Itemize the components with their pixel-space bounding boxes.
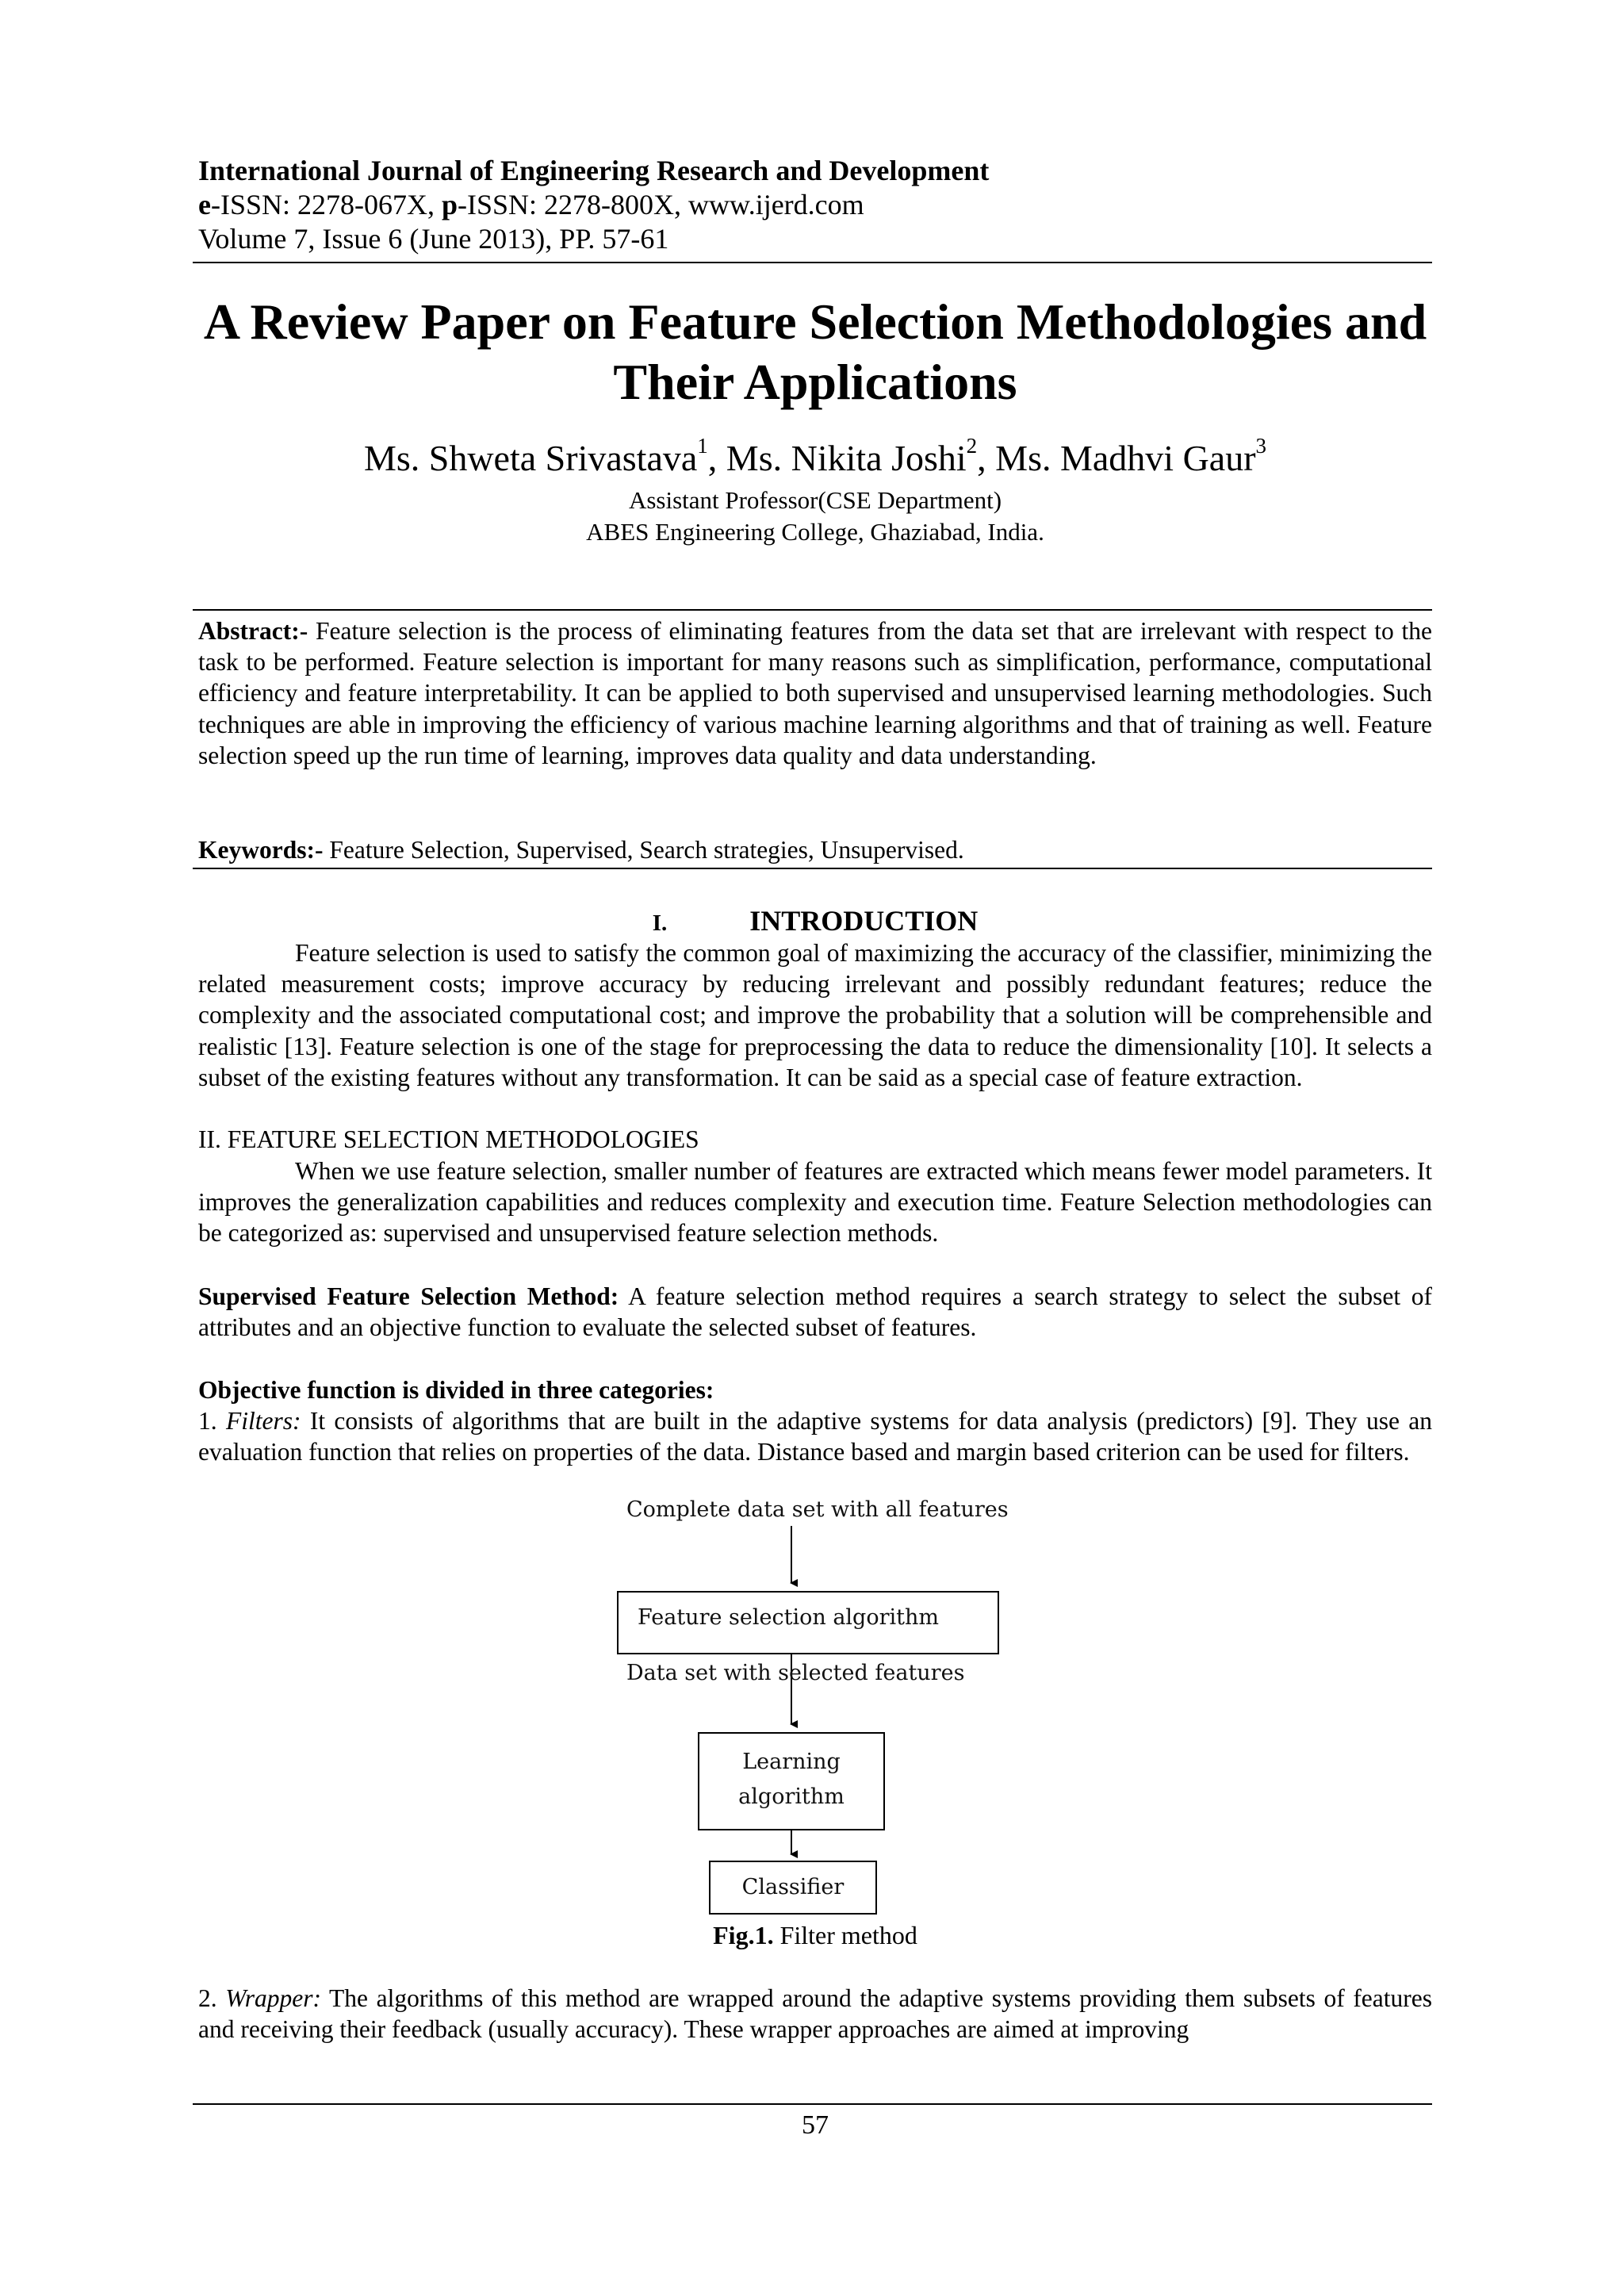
page-number: 57 bbox=[802, 2110, 829, 2140]
author-affil-mark: 1 bbox=[697, 434, 708, 458]
filters-paragraph bbox=[198, 1405, 1432, 1467]
title-line-2: Their Applications bbox=[613, 354, 1017, 410]
journal-header bbox=[198, 154, 1432, 256]
figure-caption bbox=[198, 1919, 1432, 1951]
feature-selection-label: Feature selection algorithm bbox=[638, 1605, 939, 1630]
wrapper-paragraph bbox=[198, 1983, 1432, 2045]
issn-line bbox=[198, 188, 1432, 222]
author-separator: , bbox=[707, 438, 726, 478]
author-affil-mark: 2 bbox=[966, 434, 978, 458]
affiliation bbox=[159, 485, 1472, 548]
filters-label: Filters: bbox=[225, 1407, 301, 1435]
abstract bbox=[198, 615, 1432, 771]
header-rule bbox=[193, 262, 1432, 263]
author-affil-mark: 3 bbox=[1255, 434, 1267, 458]
supervised-paragraph bbox=[198, 1281, 1432, 1343]
classifier-label: Classifier bbox=[741, 1875, 845, 1899]
wrapper-text: The algorithms of this method are wrapped around the adaptive systems providing them subsets of features and receiving their feedback (usually accuracy). These wrapper approaches are aimed at improving bbox=[198, 1984, 1432, 2044]
author-name: Ms. Madhvi Gaur bbox=[995, 438, 1256, 478]
learning-line-2: algorithm bbox=[738, 1784, 845, 1809]
author-name: Ms. Shweta Srivastava bbox=[363, 438, 698, 478]
intro-paragraph: Feature selection is used to satisfy the common goal of maximizing the accuracy of the classifier, minimizing the related measurement costs; improve accuracy by reducing irrelevant and possibly redundant features; reduce the complexity and the associated computational cost; and improve the probability that a solution will be comprehensible and realistic [13]. Feature selection is one of the stage for preprocessing the data to reduce the dimensionality [10]. It selects a subset of the existing features without any transformation. It can be said as a special case of feature extraction. bbox=[198, 939, 1432, 1091]
filters-text: It consists of algorithms that are built in the adaptive systems for data analysis (predictors) [9]. They use an evaluation function that relies on properties of the data. Distance based and margin based criterion can be used for filters. bbox=[198, 1407, 1433, 1466]
keywords-text: Feature Selection, Supervised, Search strategies, Unsupervised. bbox=[323, 836, 964, 864]
filter-method-figure bbox=[603, 1497, 1047, 1910]
methodologies-paragraph: When we use feature selection, smaller number of features are extracted which means fewer model parameters. It improves the generalization capabilities and reduces complexity and execution time. Feature Selection methodologies can be categorized as: supervised and unsupervised feature selection methods. bbox=[198, 1157, 1432, 1248]
caption-text: Filter method bbox=[773, 1921, 917, 1949]
filters-number: 1. bbox=[198, 1407, 226, 1435]
supervised-text: A feature selection method requires a search strategy to select the subset of attributes and an objective function to evaluate the selected subset of features. bbox=[198, 1282, 1432, 1342]
e-prefix: e bbox=[198, 189, 211, 220]
selected-data-label: Data set with selected features bbox=[626, 1661, 965, 1685]
objective-heading: Objective function is divided in three categories: bbox=[198, 1376, 714, 1404]
p-issn: -ISSN: 2278-800X, www.ijerd.com bbox=[458, 189, 864, 220]
learning-algorithm-label bbox=[698, 1745, 885, 1815]
keywords-bottom-rule bbox=[193, 868, 1432, 869]
caption-label: Fig.1. bbox=[713, 1921, 774, 1949]
p-prefix: p bbox=[442, 189, 458, 220]
abstract-top-rule bbox=[193, 609, 1432, 611]
footer-rule bbox=[193, 2103, 1432, 2105]
keywords-label: Keywords:- bbox=[198, 836, 324, 864]
wrapper-label: Wrapper: bbox=[225, 1984, 321, 2012]
input-data-label: Complete data set with all features bbox=[626, 1497, 1009, 1522]
abstract-label: Abstract:- bbox=[198, 617, 308, 645]
wrapper-number: 2. bbox=[198, 1984, 226, 2012]
author-list bbox=[159, 436, 1472, 481]
section-number: I. bbox=[652, 910, 668, 936]
author-name: Ms. Nikita Joshi bbox=[726, 438, 967, 478]
paper-title bbox=[159, 292, 1472, 412]
keywords bbox=[198, 834, 1432, 865]
section-heading-methodologies: II. FEATURE SELECTION METHODOLOGIES bbox=[198, 1125, 699, 1153]
journal-name: International Journal of Engineering Research and Development bbox=[198, 155, 990, 186]
volume-line: Volume 7, Issue 6 (June 2013), PP. 57-61 bbox=[198, 223, 669, 255]
title-line-1: A Review Paper on Feature Selection Methodologies and bbox=[203, 293, 1427, 350]
author-position: Assistant Professor(CSE Department) bbox=[628, 486, 1002, 514]
section-title: INTRODUCTION bbox=[749, 905, 979, 937]
author-separator: , bbox=[977, 438, 996, 478]
learning-line-1: Learning bbox=[742, 1750, 841, 1774]
section-heading-introduction bbox=[198, 904, 1432, 940]
supervised-label: Supervised Feature Selection Method: bbox=[198, 1282, 619, 1310]
abstract-text: Feature selection is the process of eliminating features from the data set that are irrelevant with respect to the task to be performed. Feature selection is important for many reasons such as simplification, performance, computational efficiency and feature interpretability. It can be applied to both supervised and unsupervised learning methodologies. Such techniques are able in improving the efficiency of various machine learning algorithms and that of training as well. Feature selection speed up the run time of learning, improves data quality and data understanding. bbox=[198, 617, 1432, 769]
e-issn: -ISSN: 2278-067X, bbox=[210, 189, 442, 220]
author-institution: ABES Engineering College, Ghaziabad, India. bbox=[586, 518, 1044, 546]
figure-arrows bbox=[603, 1497, 1047, 1910]
